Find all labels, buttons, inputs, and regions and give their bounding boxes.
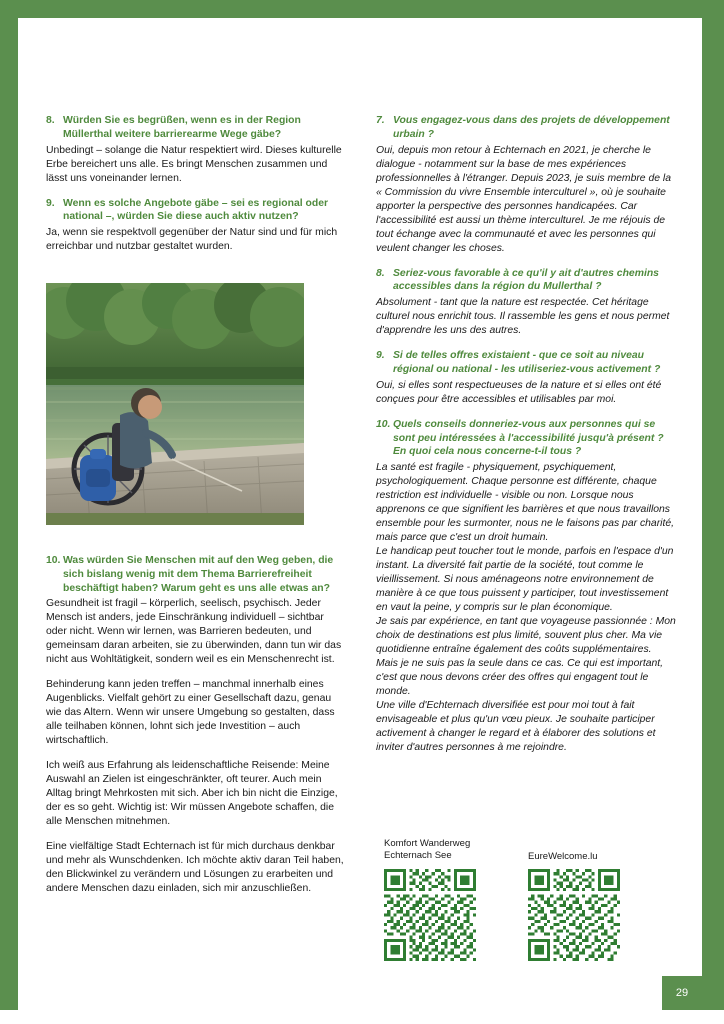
page-number: 29	[662, 976, 702, 1010]
question-9-fr	[376, 349, 676, 377]
question-10-fr	[376, 418, 676, 459]
question-number: 9.	[46, 197, 55, 209]
question-number: 10.	[46, 555, 61, 566]
qr-code-icon-eurewelcome[interactable]	[528, 869, 620, 961]
answer-8-fr: Absolument - tant que la nature est respectée. Cet héritage culturel nous enrichit tous. Il rassemble les gens et nous permet d'apprendre les uns des autres.	[376, 297, 670, 337]
right-column	[376, 114, 676, 766]
question-number: 9.	[376, 350, 385, 362]
qr-label-line1: EureWelcome.lu	[528, 851, 598, 862]
question-text: Quels conseils donneriez-vous aux personnes qui se sont peu intéressées à l'accessibilité jusqu'à présent ? En quoi cela nous concerne-t-il tous ?	[393, 418, 664, 458]
answer-9-de: Ja, wenn sie respektvoll gegenüber der Natur sind und für mich erreichbar und nutzbar gestaltet wurden.	[46, 227, 338, 253]
child-in-wheelchair-by-lake-photo	[46, 283, 304, 525]
answer-10-fr-p2: Le handicap peut toucher tout le monde, parfois en l'espace d'un instant. La diversité fait partie de la société, tout comme le vieillissement. Si nous aménageons notre environnement de manière à ce que tous puissent y participer, tout investissement en vaut la peine, y compris sur le plan économique.	[376, 546, 674, 614]
question-number: 7.	[376, 115, 385, 126]
question-text: Würden Sie es begrüßen, wenn es in der Region Müllerthal weitere barrierearme Wege gäbe?	[63, 115, 301, 140]
answer-10-fr-p4: Une ville d'Echternach diversifiée est pour moi tout à fait envisageable et plus qu'un vœu pieux. Je souhaite participer activement à changer le regard et à élaborer des solutions et inviter d'autres personnes à me rejoindre.	[376, 699, 656, 753]
question-number: 8.	[46, 115, 55, 126]
question-10-de	[46, 554, 346, 595]
question-7-fr	[376, 114, 676, 142]
qr-label-eurewelcome	[528, 851, 658, 863]
answer-10-de-p4: Eine vielfältige Stadt Echternach ist für mich durchaus denkbar und mehr als Wunschdenken. Ich möchte aktiv daran Teil haben, den Blickwinkel zu verändern und Lösungen zu erarbeiten und andere Menschen dazu einladen, sich mir anzuschließen.	[46, 841, 344, 895]
question-8-fr	[376, 267, 676, 295]
answer-10-fr-p3: Je sais par expérience, en tant que voyageuse passionnée : Mon choix de destinations est plus limité, souvent plus cher. Ma vie quotidienne entraîne également des coûts supplémentaires. Mais je ne suis pas la seule dans ce cas. Ce qui est important, c'est que nous devons créer des offres qui engagent tout le monde.	[376, 616, 676, 697]
question-9-de	[46, 197, 346, 225]
question-number: 10.	[376, 418, 391, 430]
answer-9-fr: Oui, si elles sont respectueuses de la nature et si elles ont été conçues pour être accessibles et utilisables par moi.	[376, 379, 662, 405]
qr-label-line2: Echternach See	[384, 850, 452, 862]
question-text: Seriez-vous favorable à ce qu'il y ait d'autres chemins accessibles dans la région du Mullerthal ?	[393, 267, 659, 293]
question-text: Was würden Sie Menschen mit auf den Weg geben, die sich bislang wenig mit dem Thema Barrierefreiheit beschäftigt haben? Warum geht es uns alle etwas an?	[63, 555, 334, 594]
qr-label-komfort-wanderweg	[384, 838, 514, 863]
left-column-item10	[46, 554, 346, 907]
qr-label-line1: Komfort Wanderweg	[384, 838, 471, 849]
answer-7-fr: Oui, depuis mon retour à Echternach en 2021, je cherche le dialogue - notamment sur la base de mes expériences professionnelles à l'étranger. Depuis 2023, je suis membre de la « Commission du vivre Ensemble interculturel », où je souhaite apporter la perspective des personnes handicapées. Car l'accessibilité est aussi un thème interculturel. Je me réjouis de tout échange avec la communauté et avec les personnes qui veulent changer les choses.	[376, 144, 672, 254]
answer-10-de-p1: Gesundheit ist fragil – körperlich, seelisch, psychisch. Jeder Mensch ist anders, jede Einschränkung individuell – sichtbar oder nicht. Wenn wir lernen, was Barrieren bedeuten, und gemeinsam daran arbeiten, sie zu überwinden, dann tun wir das nicht aus Wohltätigkeit, sondern weil es ein Menschenrecht ist.	[46, 598, 342, 666]
question-text: Wenn es solche Angebote gäbe – sei es regional oder national –, würden Sie diese auch aktiv nutzen?	[63, 197, 329, 223]
answer-10-de-p3: Ich weiß aus Erfahrung als leidenschaftliche Reisende: Meine Auswahl an Zielen ist eingeschränkter, oft teurer. Auch mein Alltag bringt Mehrkosten mit sich. Aber ich bin nicht die Einzige, der es so geht. Wichtig ist: Wir müssen Angebote schaffen, die alle Menschen mitnehmen.	[46, 760, 338, 828]
answer-10-de-p2: Behinderung kann jeden treffen – manchmal innerhalb eines Augenblicks. Vielfalt gehört zu einer Gesellschaft dazu, genau wie das Altern. Wenn wir unsere Umgebung so gestalten, dass alle teilhaben können, lohnt sich jede Investition – auch wirtschaftlich.	[46, 679, 335, 747]
answer-8-de: Unbedingt – solange die Natur respektiert wird. Dieses kulturelle Erbe bereichert uns alle. Es bringt Menschen zusammen und lässt uns voneinander lernen.	[46, 144, 342, 184]
question-text: Si de telles offres existaient - que ce soit au niveau régional ou national - les utiliseriez-vous activement ?	[393, 350, 661, 375]
left-column	[46, 114, 346, 265]
question-number: 8.	[376, 267, 385, 279]
question-text: Vous engagez-vous dans des projets de développement urbain ?	[393, 115, 670, 140]
qr-code-icon-komfort-wanderweg[interactable]	[384, 869, 476, 961]
answer-10-fr-p1: La santé est fragile - physiquement, psychiquement, psychologiquement. Chaque personne est différente, chaque restriction est individuelle - visible ou non. Lorsque nous apprenons ce que signifient les barrières et que nous travaillons ensemble pour les surmonter, nous ne le faisons pas par charité, mais parce que c'est un droit humain.	[376, 462, 675, 544]
question-8-de	[46, 114, 346, 142]
